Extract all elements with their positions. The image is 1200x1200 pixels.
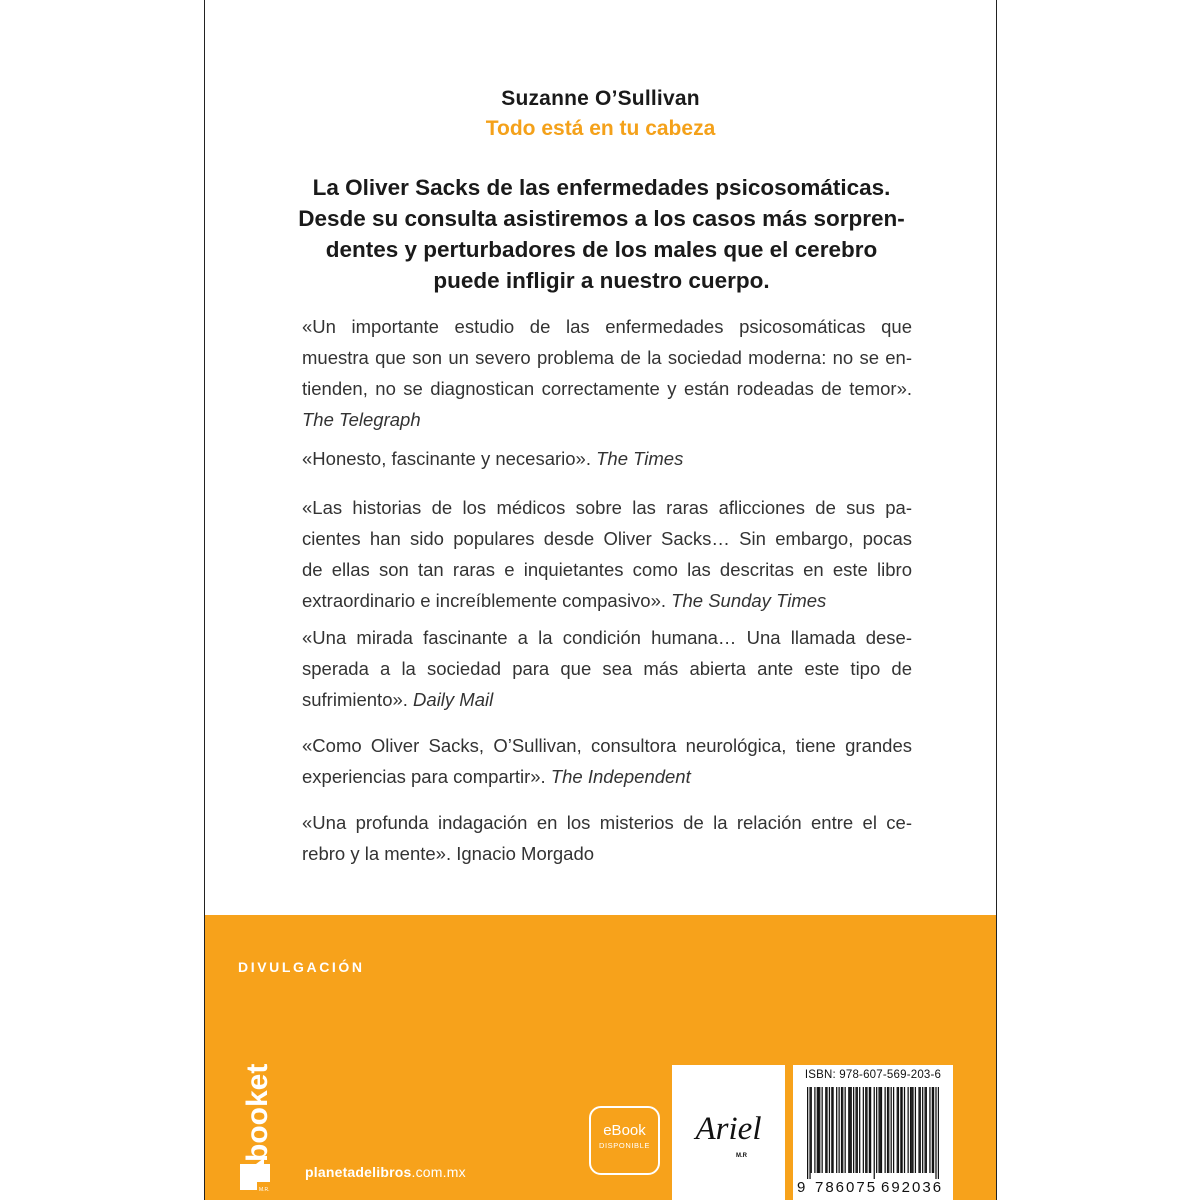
quote-line: «Las historias de los médicos sobre las raras aflicciones de sus pa- [302, 497, 912, 518]
barcode-bar [829, 1087, 830, 1173]
website-url [305, 1164, 466, 1180]
review-quote-independent [302, 730, 912, 792]
barcode-bar [893, 1087, 894, 1173]
site-part-bold: delibros [355, 1164, 412, 1180]
barcode-bar [897, 1087, 898, 1173]
ebook-badge-title: eBook [603, 1122, 646, 1139]
quote-line: cientes han sido populares desde Oliver Sacks… Sin embargo, pocas [302, 528, 912, 549]
barcode-bar [848, 1087, 849, 1173]
quote-text: extraordinario e increíblemente compasivo». [302, 590, 672, 611]
barcode-bar [933, 1087, 934, 1173]
barcode-bar [898, 1087, 899, 1173]
barcode-box [793, 1065, 953, 1200]
barcode-digit-group: 692036 [881, 1179, 944, 1196]
barcode-bar [878, 1087, 879, 1173]
barcode-bar [891, 1087, 892, 1173]
site-part-domain: .com.mx [411, 1164, 466, 1180]
imprint-logo-box [672, 1065, 785, 1200]
barcode-bar [809, 1087, 810, 1179]
barcode-bar [857, 1087, 858, 1173]
quote-source: The Independent [550, 766, 691, 787]
ariel-logo: Ariel [695, 1111, 762, 1147]
review-quote-telegraph [302, 311, 912, 435]
category-label: DIVULGACIÓN [238, 959, 365, 975]
quote-line: «Una profunda indagación en los misterios de la relación entre el ce- [302, 812, 912, 833]
barcode-bar [885, 1087, 886, 1173]
barcode-bar [924, 1087, 925, 1173]
booket-logo [230, 1040, 280, 1192]
book-title: Todo está en tu cabeza [485, 117, 716, 140]
barcode-bar [811, 1087, 812, 1173]
blurb-line: Desde su consulta asistiremos a los casos más sorpren- [298, 206, 905, 231]
barcode-bar [807, 1087, 808, 1179]
barcode-bar [859, 1087, 860, 1173]
barcode-bar [831, 1087, 832, 1173]
quote-line: «Una mirada fascinante a la condición humana… Una llamada dese- [302, 627, 912, 648]
blurb [265, 172, 938, 296]
barcode-bar [819, 1087, 820, 1173]
quote-line: rebro y la mente». Ignacio Morgado [302, 843, 595, 864]
barcode-digit-group: 786075 [815, 1179, 878, 1196]
quote-text: sufrimiento». [302, 689, 414, 710]
barcode-bar [908, 1087, 909, 1173]
quote-line: tienden, no se diagnostican correctamente y están rodeadas de temor». [302, 378, 912, 399]
barcode-bar [900, 1087, 901, 1173]
quote-line [302, 585, 912, 616]
ariel-mr: M.R [736, 1153, 747, 1159]
barcode-bar [838, 1087, 839, 1173]
booket-mr: M.R. [259, 1187, 270, 1192]
barcode-bar [920, 1087, 921, 1173]
isbn-text: ISBN: 978-607-569-203-6 [804, 1069, 942, 1081]
barcode-bar [826, 1087, 827, 1173]
barcode-bar [918, 1087, 919, 1173]
quote-text: experiencias para compartir». [302, 766, 551, 787]
barcode-bar [935, 1087, 936, 1179]
barcode-bar [853, 1087, 854, 1173]
quote-line: «Como Oliver Sacks, O’Sullivan, consultora neurológica, tiene grandes [302, 735, 912, 756]
barcode-bar [880, 1087, 881, 1173]
quote-text: «Honesto, fascinante y necesario». [302, 448, 597, 469]
booket-logo-text: booket [241, 1063, 274, 1162]
blurb-line: La Oliver Sacks de las enfermedades psicosomáticas. [312, 175, 891, 200]
barcode-bar [842, 1087, 843, 1173]
barcode-bar [865, 1087, 866, 1173]
quote-line: muestra que son un severo problema de la sociedad moderna: no se en- [302, 347, 912, 368]
barcode-bar [817, 1087, 818, 1173]
review-quote-times [302, 443, 912, 474]
barcode-bar [851, 1087, 852, 1173]
barcode-bar [901, 1087, 902, 1173]
quote-line: sperada a la sociedad para que sea más abierta ante este tipo de [302, 658, 912, 679]
barcode-bar [822, 1087, 823, 1173]
author-name: Suzanne O’Sullivan [501, 87, 700, 110]
barcode-bar [888, 1087, 889, 1173]
barcode-bar [926, 1087, 927, 1173]
blurb-line: puede infligir a nuestro cuerpo. [433, 268, 770, 293]
quote-line: «Un importante estudio de las enfermedades psicosomáticas que [302, 316, 912, 337]
footer-band [205, 915, 996, 1200]
barcode-bar [863, 1087, 864, 1173]
barcode-bar [911, 1087, 912, 1173]
barcode-bar [870, 1087, 871, 1173]
barcode-bar [915, 1087, 916, 1173]
barcode-bar [845, 1087, 846, 1173]
barcode-bar [912, 1087, 913, 1173]
barcode-bar [881, 1087, 882, 1173]
barcode-bar [849, 1087, 850, 1173]
ebook-badge [589, 1106, 660, 1175]
quote-line [302, 404, 912, 435]
barcode-bar [814, 1087, 815, 1173]
barcode-bar [910, 1087, 911, 1173]
quote-line: de ellas son tan raras e inquietantes como las descritas en este libro [302, 559, 912, 580]
quote-line [302, 443, 912, 474]
ebook-badge-subtitle: DISPONIBLE [598, 1141, 650, 1150]
barcode-digit-group: 9 [797, 1179, 806, 1196]
quote-line [302, 684, 912, 715]
barcode-bar [932, 1087, 933, 1173]
barcode-bar [904, 1087, 905, 1173]
quote-source: The Times [596, 448, 684, 469]
barcode-bar [866, 1087, 867, 1173]
barcode-bar [818, 1087, 819, 1173]
barcode-icon [807, 1087, 939, 1179]
quote-source: Daily Mail [413, 689, 494, 710]
quote-line [302, 761, 912, 792]
review-quote-daily-mail [302, 622, 912, 715]
review-quote-morgado [302, 807, 912, 869]
review-quote-sunday-times [302, 492, 912, 616]
barcode-bar [832, 1087, 833, 1173]
barcode-bar [887, 1087, 888, 1173]
blurb-line: dentes y perturbadores de los males que el cerebro [325, 237, 878, 262]
barcode-bar [855, 1087, 856, 1173]
site-part-bold: planeta [305, 1164, 356, 1180]
barcode-bar [876, 1087, 877, 1173]
barcode-bar [836, 1087, 837, 1173]
quote-source: The Telegraph [302, 409, 421, 430]
barcode-bar [929, 1087, 930, 1173]
barcode-bar [869, 1087, 870, 1173]
barcode-bar [841, 1087, 842, 1173]
barcode-bar [874, 1087, 875, 1179]
barcode-bar [938, 1087, 939, 1179]
quote-source: The Sunday Times [671, 590, 827, 611]
barcode-bar [922, 1087, 923, 1173]
barcode-bar [825, 1087, 826, 1173]
back-cover [204, 0, 997, 1200]
